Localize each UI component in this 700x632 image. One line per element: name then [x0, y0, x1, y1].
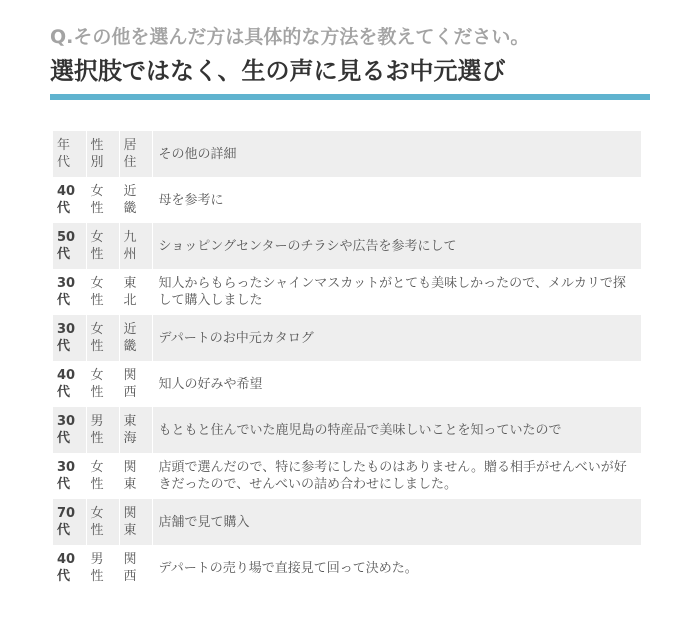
header-region: 居住 — [119, 131, 152, 177]
cell-region: 近畿 — [119, 315, 152, 361]
header-detail: その他の詳細 — [152, 131, 641, 177]
cell-sex: 女性 — [86, 453, 119, 499]
header-age: 年代 — [53, 131, 86, 177]
cell-sex: 男性 — [86, 545, 119, 591]
table-row — [53, 545, 641, 591]
table-row — [53, 269, 641, 315]
table-row — [53, 223, 641, 269]
cell-age: 50代 — [53, 223, 86, 269]
cell-sex: 女性 — [86, 177, 119, 223]
cell-detail: 知人の好みや希望 — [158, 376, 263, 392]
cell-region: 関西 — [119, 361, 152, 407]
cell-age: 40代 — [53, 177, 86, 223]
cell-region: 関西 — [119, 545, 152, 591]
table-row — [53, 453, 641, 499]
cell-age: 30代 — [53, 315, 86, 361]
table-row — [53, 499, 641, 545]
cell-detail: 母を参考に — [158, 192, 224, 208]
cell-sex: 女性 — [86, 223, 119, 269]
cell-sex: 女性 — [86, 315, 119, 361]
cell-region: 九州 — [119, 223, 152, 269]
headline-underline — [50, 94, 650, 100]
cell-detail: 店頭で選んだので、特に参考にしたものはありません。贈る相手がせんべいが好きだったので、せんべいの詰め合わせにしました。 — [158, 460, 627, 492]
cell-age: 30代 — [53, 407, 86, 453]
cell-region: 関東 — [119, 499, 152, 545]
cell-age: 30代 — [53, 269, 86, 315]
table-row — [53, 361, 641, 407]
cell-sex: 男性 — [86, 407, 119, 453]
table-row — [53, 407, 641, 453]
cell-detail: デパートの売り場で直接見て回って決めた。 — [158, 560, 418, 576]
cell-region: 関東 — [119, 453, 152, 499]
article-header — [50, 22, 650, 100]
table-row — [53, 177, 641, 223]
cell-detail: もともと住んでいた鹿児島の特産品で美味しいことを知っていたので — [152, 407, 641, 453]
cell-detail: デパートのお中元カタログ — [152, 315, 641, 361]
cell-detail: 知人からもらったシャインマスカットがとても美味しかったので、メルカリで探して購入しました — [158, 276, 626, 308]
cell-sex: 女性 — [86, 269, 119, 315]
cell-detail: ショッピングセンターのチラシや広告を参考にして — [152, 223, 641, 269]
cell-detail: 店舗で見て購入 — [152, 499, 641, 545]
table-header-row — [53, 131, 641, 177]
cell-sex: 女性 — [86, 361, 119, 407]
question-heading: Q.その他を選んだ方は具体的な方法を教えてください。 — [50, 26, 530, 48]
cell-age: 30代 — [53, 453, 86, 499]
cell-age: 70代 — [53, 499, 86, 545]
responses-table — [53, 131, 641, 591]
cell-age: 40代 — [53, 545, 86, 591]
headline: 選択肢ではなく、生の声に見るお中元選び — [50, 57, 506, 85]
cell-region: 東北 — [119, 269, 152, 315]
cell-sex: 女性 — [86, 499, 119, 545]
table-row — [53, 315, 641, 361]
cell-region: 東海 — [119, 407, 152, 453]
cell-region: 近畿 — [119, 177, 152, 223]
header-sex: 性別 — [86, 131, 119, 177]
cell-age: 40代 — [53, 361, 86, 407]
